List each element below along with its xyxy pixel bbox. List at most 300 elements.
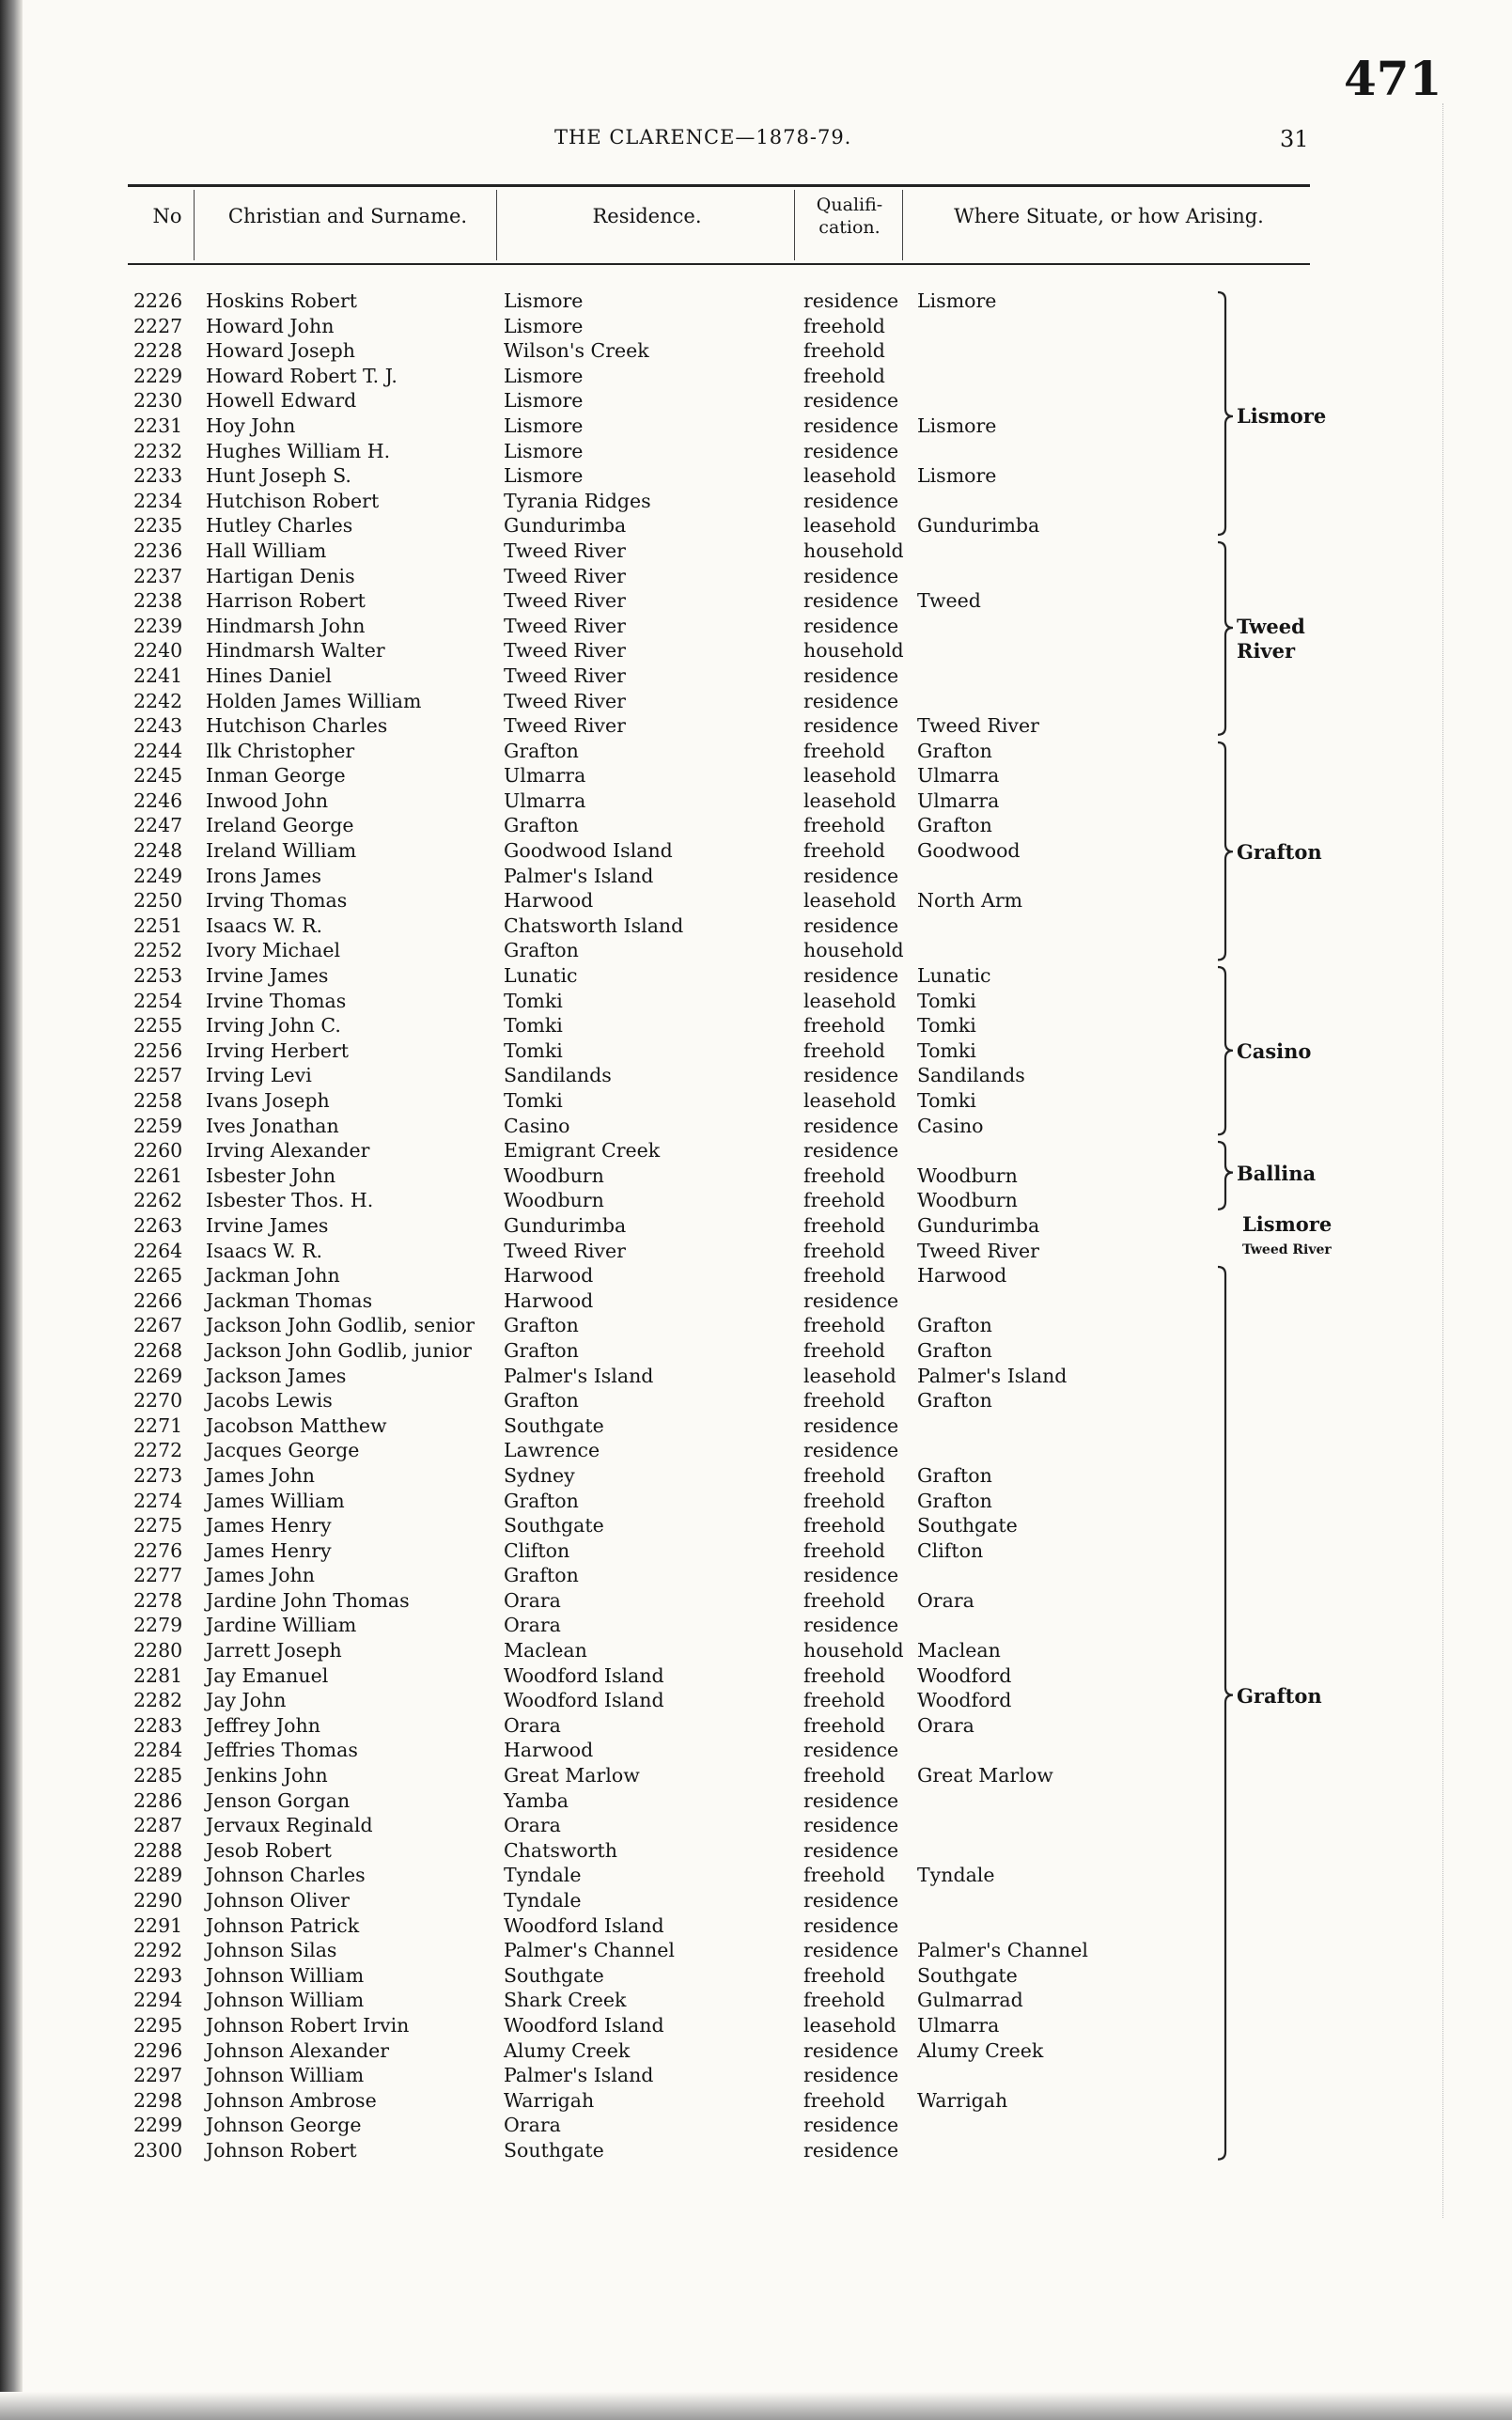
entry-number: 2296 [133,2038,183,2062]
residence-cell: Woodford Island [504,1663,664,1687]
where-situate-cell: Grafton [917,739,992,762]
district-label-ballina: Ballina [1237,1162,1317,1185]
elector-name: Jacques George [206,1439,360,1462]
qualification-cell: household [803,939,904,962]
residence-cell: Woodburn [504,1163,604,1187]
table-row [0,2013,1512,2038]
entry-number: 2230 [133,389,183,413]
qualification-cell: leasehold [803,1089,896,1112]
table-row [0,813,1512,838]
entry-number: 2248 [133,839,183,863]
district-label-grafton-2: Grafton [1237,1684,1322,1708]
where-situate-cell: Woodford [917,1663,1012,1687]
residence-cell: Casino [504,1114,570,1137]
table-row [0,364,1512,389]
entry-number: 2289 [133,1864,183,1887]
entry-number: 2290 [133,1889,183,1912]
residence-cell: Maclean [504,1639,587,1663]
where-situate-cell: Tweed River [917,1239,1039,1262]
qualification-cell: residence [803,2064,899,2087]
elector-name: Jervaux Reginald [206,1814,373,1837]
residence-cell: Tomki [504,989,563,1012]
qualification-cell: freehold [803,1663,885,1687]
residence-cell: Warrigah [504,2088,595,2112]
where-situate-cell: Grafton [917,1338,992,1362]
table-row [0,739,1512,764]
elector-name: Jarrett Joseph [206,1639,342,1663]
header-name: Christian and Surname. [227,205,468,227]
header-qualification: Qualifi-cation. [816,195,883,238]
table-row [0,1538,1512,1564]
elector-name: Irving Herbert [206,1038,349,1062]
residence-cell: Orara [504,1814,561,1837]
elector-name: Johnson Alexander [206,2038,390,2062]
residence-cell: Orara [504,1713,561,1737]
entry-number: 2275 [133,1514,183,1538]
table-row [0,1489,1512,1514]
elector-name: Howell Edward [206,389,357,413]
header-divider [902,190,903,260]
entry-number: 2263 [133,1213,183,1237]
elector-name: Ives Jonathan [206,1114,339,1137]
elector-name: Johnson William [206,1963,365,1987]
residence-cell: Chatsworth [504,1838,617,1862]
elector-name: Jenkins John [206,1764,328,1788]
qualification-cell: residence [803,614,899,637]
header-divider [794,190,795,260]
residence-cell: Wilson's Creek [504,339,649,363]
residence-cell: Orara [504,1614,561,1637]
entry-number: 2271 [133,1413,183,1437]
qualification-cell: freehold [803,1189,885,1212]
qualification-cell: freehold [803,1588,885,1612]
elector-name: Johnson Patrick [206,1913,360,1937]
where-situate-cell: Lunatic [917,964,991,988]
table-row [0,713,1512,739]
elector-name: Isbester John [206,1163,336,1187]
elector-name: Hall William [206,539,327,562]
elector-name: Irving John C. [206,1014,341,1038]
residence-cell: Ulmarra [504,764,586,788]
where-situate-cell: Goodwood [917,839,1021,863]
table-row [0,1588,1512,1614]
entry-number: 2247 [133,814,183,837]
table-row [0,314,1512,339]
elector-name: Inwood John [206,788,329,812]
entry-number: 2292 [133,1939,183,1962]
qualification-cell: residence [803,1838,899,1862]
qualification-cell: residence [803,1788,899,1812]
where-situate-cell: Grafton [917,1463,992,1487]
table-row [0,2038,1512,2064]
entry-number: 2256 [133,1038,183,1062]
entry-number: 2239 [133,614,183,637]
elector-name: James John [206,1463,316,1487]
where-situate-cell: Tyndale [917,1864,995,1887]
where-situate-cell: Harwood [917,1264,1007,1288]
qualification-cell: leasehold [803,2013,896,2037]
running-title: THE CLARENCE—1878-79. [554,126,852,148]
residence-cell: Great Marlow [504,1764,640,1788]
qualification-cell: leasehold [803,464,896,488]
table-row [0,763,1512,788]
elector-name: Johnson Robert [206,2138,357,2162]
entry-number: 2229 [133,364,183,387]
elector-name: Jacobson Matthew [206,1413,387,1437]
where-situate-cell: Grafton [917,1389,992,1413]
table-row [0,463,1512,489]
table-row [0,2063,1512,2088]
entry-number: 2276 [133,1538,183,1562]
table-row [0,689,1512,714]
table-row [0,1563,1512,1588]
qualification-cell: freehold [803,839,885,863]
header-bottom-rule [128,263,1310,265]
residence-cell: Alumy Creek [504,2038,631,2062]
elector-name: Jackson John Godlib, senior [206,1314,475,1337]
residence-cell: Southgate [504,1514,604,1538]
entry-number: 2257 [133,1064,183,1087]
entry-number: 2299 [133,2114,183,2137]
qualification-cell: leasehold [803,989,896,1012]
entry-number: 2300 [133,2138,183,2162]
elector-name: Isbester Thos. H. [206,1189,374,1212]
residence-cell: Woodburn [504,1189,604,1212]
entry-number: 2280 [133,1639,183,1663]
qualification-cell: freehold [803,1989,885,2012]
qualification-cell: freehold [803,1213,885,1237]
qualification-cell: residence [803,1814,899,1837]
table-row [0,1438,1512,1463]
elector-name: Jardine John Thomas [206,1588,410,1612]
entry-number: 2251 [133,913,183,937]
residence-cell: Lismore [504,464,584,488]
qualification-cell: freehold [803,1163,885,1187]
header-where: Where Situate, or how Arising. [954,205,1264,227]
residence-cell: Lismore [504,389,584,413]
elector-name: Johnson Oliver [206,1889,350,1912]
qualification-cell: residence [803,1939,899,1962]
entry-number: 2272 [133,1439,183,1462]
qualification-cell: freehold [803,739,885,762]
qualification-cell: residence [803,414,899,437]
where-situate-cell: Great Marlow [917,1764,1053,1788]
table-row [0,439,1512,464]
where-situate-cell: Sandilands [917,1064,1025,1087]
qualification-cell: residence [803,1064,899,1087]
where-situate-cell: Tomki [917,1014,976,1038]
qualification-cell: residence [803,1439,899,1462]
where-situate-cell: Palmer's Island [917,1364,1068,1387]
entry-number: 2237 [133,564,183,587]
table-row [0,1888,1512,1913]
entry-number: 2246 [133,788,183,812]
table-row [0,1763,1512,1788]
elector-name: Hutley Charles [206,514,353,538]
elector-name: Jesob Robert [206,1838,332,1862]
entry-number: 2227 [133,314,183,337]
qualification-cell: residence [803,913,899,937]
elector-name: Ivans Joseph [206,1089,330,1112]
residence-cell: Tyndale [504,1864,582,1887]
table-row [0,1963,1512,1989]
qualification-cell: freehold [803,339,885,363]
where-situate-cell: Clifton [917,1538,984,1562]
qualification-cell: freehold [803,814,885,837]
qualification-cell: freehold [803,2088,885,2112]
elector-name: Hindmarsh John [206,614,366,637]
elector-name: Ireland William [206,839,357,863]
elector-name: Irving Levi [206,1064,312,1087]
elector-name: Howard Joseph [206,339,355,363]
elector-name: Howard John [206,314,335,337]
elector-name: Irvine James [206,1213,329,1237]
district-label-tweed-river-single: Tweed River [1242,1242,1332,1257]
residence-cell: Southgate [504,1413,604,1437]
qualification-cell: residence [803,439,899,462]
where-situate-cell: Grafton [917,814,992,837]
residence-cell: Tweed River [504,1239,626,1262]
elector-name: Jeffrey John [206,1713,320,1737]
residence-cell: Palmer's Island [504,864,654,887]
entry-number: 2274 [133,1489,183,1512]
elector-name: Hoskins Robert [206,289,358,312]
elector-name: James William [206,1489,345,1512]
residence-cell: Grafton [504,939,579,962]
table-row [0,788,1512,814]
residence-cell: Gundurimba [504,514,627,538]
qualification-cell: residence [803,1564,899,1587]
residence-cell: Orara [504,1588,561,1612]
residence-cell: Tomki [504,1089,563,1112]
page-number: 31 [1280,126,1309,152]
entry-number: 2279 [133,1614,183,1637]
where-situate-cell: Gulmarrad [917,1989,1023,2012]
where-situate-cell: Southgate [917,1514,1018,1538]
residence-cell: Ulmarra [504,788,586,812]
table-row [0,1338,1512,1364]
qualification-cell: residence [803,1889,899,1912]
elector-name: Jay Emanuel [206,1663,329,1687]
where-situate-cell: Orara [917,1588,974,1612]
entry-number: 2291 [133,1913,183,1937]
where-situate-cell: Tomki [917,1089,976,1112]
entry-number: 2278 [133,1588,183,1612]
page-bottom-edge [0,2392,1512,2420]
entry-number: 2298 [133,2088,183,2112]
entry-number: 2284 [133,1739,183,1762]
elector-name: Hughes William H. [206,439,391,462]
where-situate-cell: Maclean [917,1639,1001,1663]
elector-name: Ivory Michael [206,939,341,962]
qualification-cell: leasehold [803,764,896,788]
where-situate-cell: Warrigah [917,2088,1008,2112]
qualification-cell: residence [803,589,899,613]
entry-number: 2297 [133,2064,183,2087]
entry-number: 2245 [133,764,183,788]
entry-number: 2273 [133,1463,183,1487]
district-label-lismore: Lismore [1237,404,1327,428]
entry-number: 2233 [133,464,183,488]
qualification-cell: residence [803,1913,899,1937]
where-situate-cell: Lismore [917,289,997,312]
residence-cell: Tyndale [504,1889,582,1912]
table-row [0,1463,1512,1489]
qualification-cell: freehold [803,1239,885,1262]
table-row [0,289,1512,314]
table-row [0,2113,1512,2138]
elector-name: Jackman Thomas [206,1288,373,1312]
header-no: No [152,205,182,227]
entry-number: 2235 [133,514,183,538]
residence-cell: Harwood [504,889,594,913]
elector-name: Howard Robert T. J. [206,364,397,387]
entry-number: 2244 [133,739,183,762]
where-situate-cell: Tweed River [917,714,1039,738]
qualification-cell: freehold [803,1538,885,1562]
table-row [0,588,1512,614]
residence-cell: Tweed River [504,664,626,687]
table-row [0,1813,1512,1838]
residence-cell: Tweed River [504,564,626,587]
where-situate-cell: Woodburn [917,1189,1018,1212]
entry-number: 2255 [133,1014,183,1038]
entry-number: 2242 [133,689,183,712]
qualification-cell: leasehold [803,889,896,913]
entry-number: 2241 [133,664,183,687]
qualification-cell: leasehold [803,1364,896,1387]
entry-number: 2240 [133,639,183,663]
table-row [0,989,1512,1014]
district-label-tweed: Tweed [1237,615,1305,638]
entry-number: 2234 [133,489,183,512]
residence-cell: Lismore [504,414,584,437]
residence-cell: Emigrant Creek [504,1139,661,1163]
elector-name: Hines Daniel [206,664,332,687]
qualification-cell: residence [803,1114,899,1137]
qualification-cell: freehold [803,1038,885,1062]
residence-cell: Tweed River [504,689,626,712]
qualification-cell: freehold [803,1963,885,1987]
elector-name: Johnson William [206,1989,365,2012]
elector-name: Johnson William [206,2064,365,2087]
entry-number: 2267 [133,1314,183,1337]
qualification-cell: residence [803,564,899,587]
entry-number: 2259 [133,1114,183,1137]
entry-number: 2288 [133,1838,183,1862]
residence-cell: Woodford Island [504,2013,664,2037]
residence-cell: Southgate [504,1963,604,1987]
where-situate-cell: North Arm [917,889,1023,913]
qualification-cell: freehold [803,1014,885,1038]
table-row [0,1638,1512,1663]
qualification-cell: freehold [803,1864,885,1887]
header-divider [496,190,497,260]
elector-name: Irvine James [206,964,329,988]
residence-cell: Grafton [504,1389,579,1413]
elector-name: Johnson Ambrose [206,2088,377,2112]
where-situate-cell: Orara [917,1713,974,1737]
table-row [0,1138,1512,1163]
entry-number: 2226 [133,289,183,312]
table-row [0,539,1512,564]
residence-cell: Tweed River [504,714,626,738]
residence-cell: Tomki [504,1038,563,1062]
table-row [0,2088,1512,2114]
elector-name: James John [206,1564,316,1587]
residence-cell: Tweed River [504,539,626,562]
brace-bracket [1214,1265,1244,2162]
entry-number: 2295 [133,2013,183,2037]
table-row [0,1288,1512,1314]
elector-name: Hindmarsh Walter [206,639,385,663]
elector-name: Jackman John [206,1264,340,1288]
residence-cell: Grafton [504,814,579,837]
header-residence: Residence. [592,205,702,227]
qualification-cell: leasehold [803,514,896,538]
residence-cell: Southgate [504,2138,604,2162]
residence-cell: Grafton [504,739,579,762]
qualification-cell: residence [803,389,899,413]
entry-number: 2282 [133,1689,183,1712]
entry-number: 2232 [133,439,183,462]
table-row [0,963,1512,989]
residence-cell: Goodwood Island [504,839,673,863]
residence-cell: Grafton [504,1314,579,1337]
table-row [0,1738,1512,1763]
table-row [0,513,1512,539]
elector-name: James Henry [206,1514,332,1538]
elector-name: Harrison Robert [206,589,366,613]
elector-name: Holden James William [206,689,422,712]
table-row [0,564,1512,589]
elector-name: Hoy John [206,414,296,437]
elector-name: Jackson John Godlib, junior [206,1338,472,1362]
where-situate-cell: Ulmarra [917,764,1000,788]
qualification-cell: freehold [803,1338,885,1362]
where-situate-cell: Ulmarra [917,2013,1000,2037]
table-row [0,664,1512,689]
entry-number: 2266 [133,1288,183,1312]
elector-name: Ireland George [206,814,354,837]
residence-cell: Lawrence [504,1439,600,1462]
residence-cell: Lismore [504,364,584,387]
entry-number: 2277 [133,1564,183,1587]
residence-cell: Harwood [504,1264,594,1288]
entry-number: 2260 [133,1139,183,1163]
entry-number: 2293 [133,1963,183,1987]
residence-cell: Harwood [504,1739,594,1762]
district-label-lismore-single: Lismore [1242,1212,1333,1236]
elector-name: Jenson Gorgan [206,1788,351,1812]
where-situate-cell: Lismore [917,414,997,437]
qualification-cell: freehold [803,1463,885,1487]
qualification-cell: freehold [803,1489,885,1512]
where-situate-cell: Palmer's Channel [917,1939,1088,1962]
elector-name: Inman George [206,764,346,788]
table-row [0,1263,1512,1288]
entry-number: 2258 [133,1089,183,1112]
elector-name: Irving Alexander [206,1139,370,1163]
entry-number: 2265 [133,1264,183,1288]
qualification-cell: residence [803,2038,899,2062]
table-row [0,1838,1512,1864]
qualification-cell: residence [803,864,899,887]
residence-cell: Palmer's Island [504,1364,654,1387]
qualification-cell: residence [803,1413,899,1437]
entry-number: 2250 [133,889,183,913]
elector-name: Jardine William [206,1614,357,1637]
